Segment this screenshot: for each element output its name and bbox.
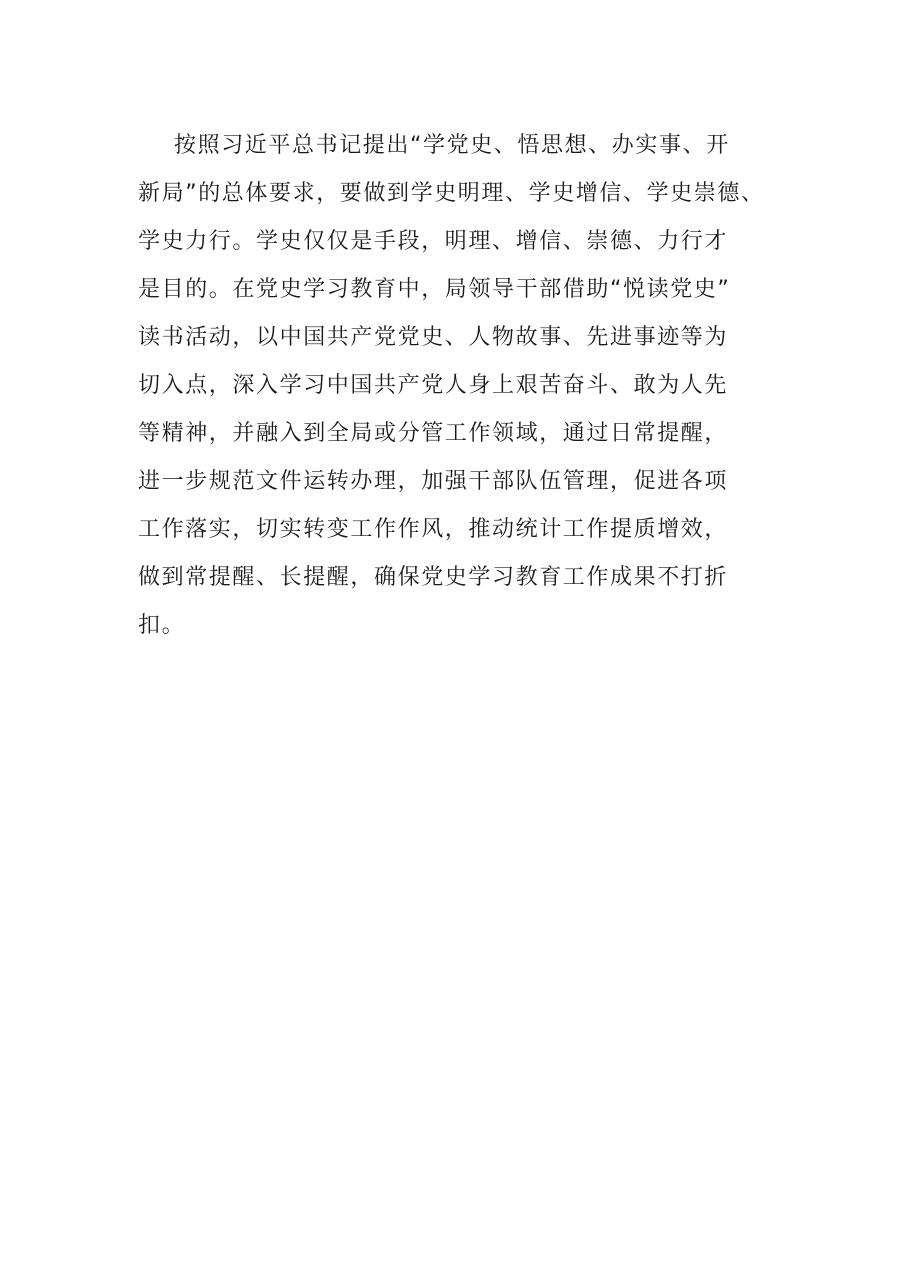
paragraph-line: 做到常提醒、长提醒，确保党史学习教育工作成果不打折 [138, 565, 729, 590]
paragraph-line: 工作落实，切实转变工作作风，推动统计工作提质增效， [138, 517, 729, 542]
paragraph-line: 读书活动，以中国共产党党史、人物故事、先进事迹等为 [138, 325, 729, 350]
paragraph-line: 按照习近平总书记提出“学党史、悟思想、办实事、开 [174, 133, 730, 158]
body-paragraph [138, 122, 798, 650]
paragraph-line: 等精神，并融入到全局或分管工作领域，通过日常提醒， [138, 421, 729, 446]
paragraph-line: 学史力行。学史仅仅是手段，明理、增信、崇德、力行才 [138, 229, 729, 254]
paragraph-line: 进一步规范文件运转办理，加强干部队伍管理，促进各项 [138, 469, 729, 494]
paragraph-line: 切入点，深入学习中国共产党人身上艰苦奋斗、敢为人先 [138, 373, 729, 398]
paragraph-line: 新局”的总体要求，要做到学史明理、学史增信、学史崇德、 [138, 181, 765, 206]
paragraph-line: 是目的。在党史学习教育中，局领导干部借助“悦读党史” [138, 277, 731, 302]
paragraph-line: 扣。 [138, 613, 186, 638]
